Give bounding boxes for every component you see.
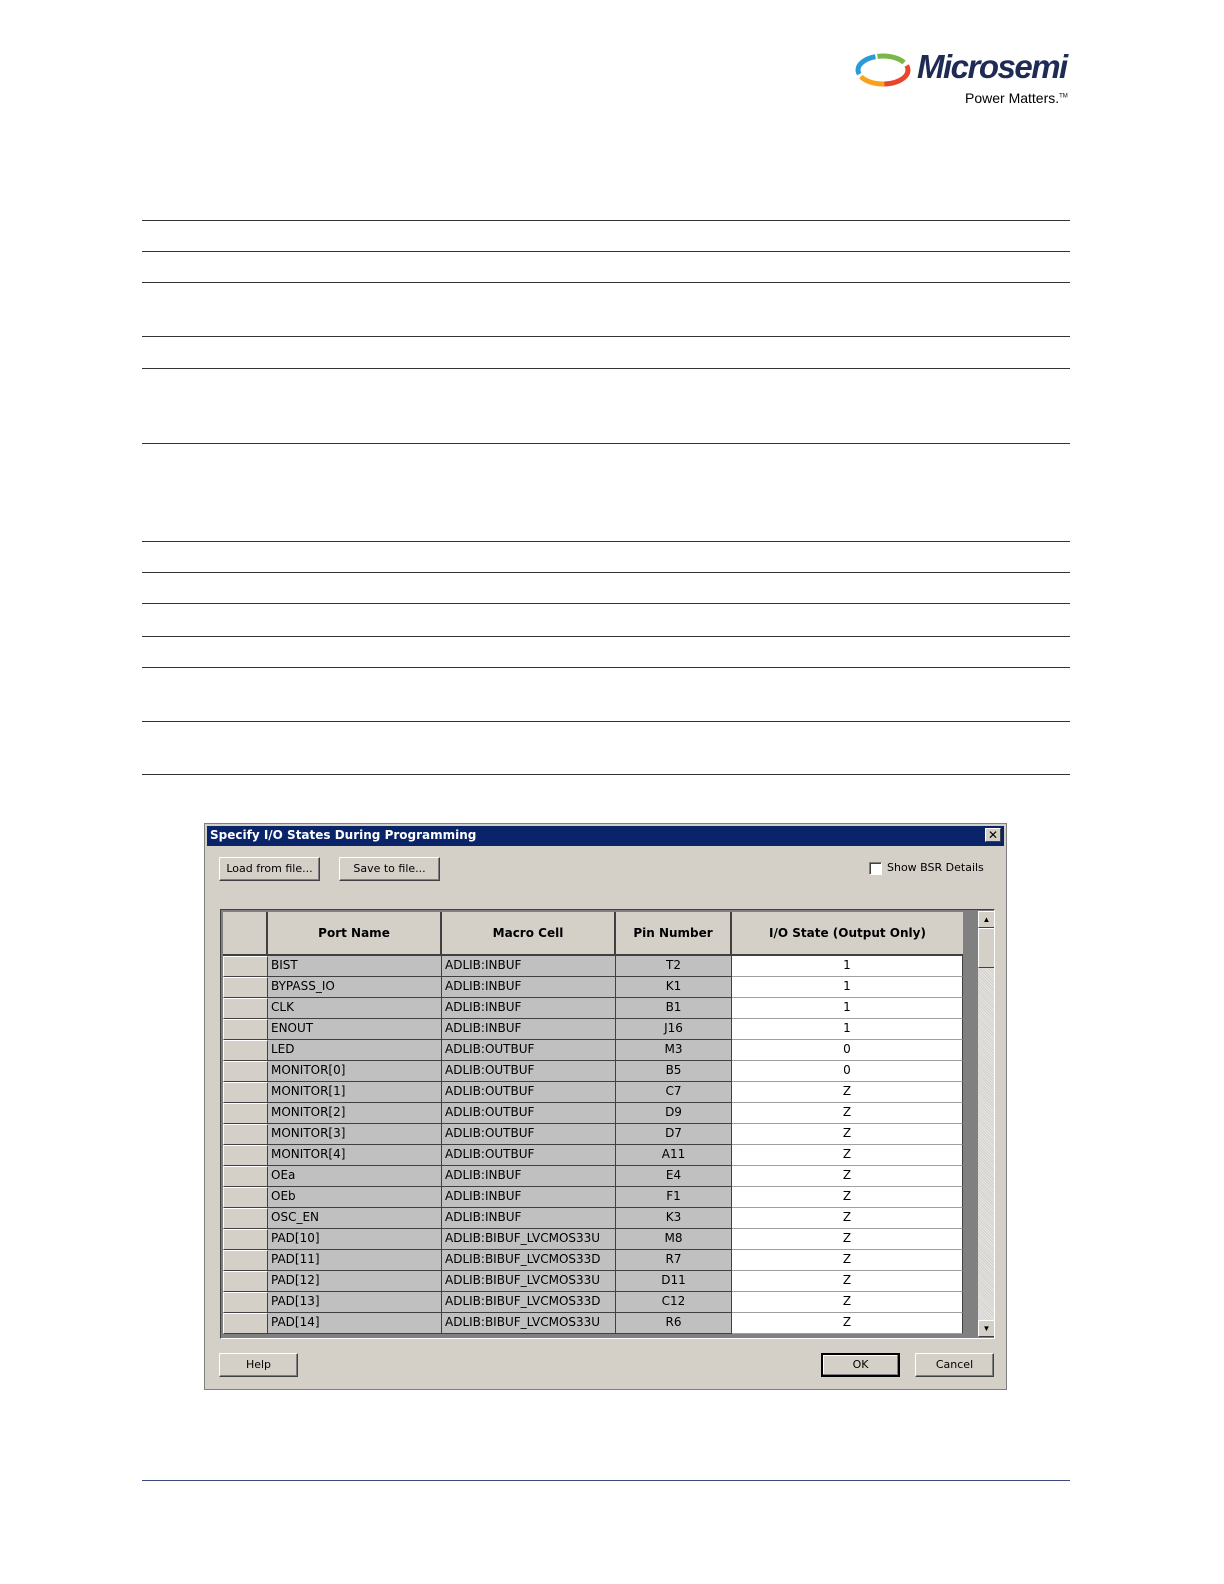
macro-cell-cell: ADLIB:OUTBUF bbox=[442, 1061, 616, 1082]
pin-number-cell: M3 bbox=[616, 1040, 732, 1061]
table-rule bbox=[142, 572, 1070, 573]
table-row[interactable] bbox=[223, 1019, 963, 1040]
row-selector[interactable] bbox=[223, 1271, 268, 1292]
table-rule bbox=[142, 282, 1070, 283]
io-state-cell[interactable]: 1 bbox=[732, 998, 963, 1019]
pin-number-cell: C7 bbox=[616, 1082, 732, 1103]
row-selector[interactable] bbox=[223, 1103, 268, 1124]
port-name-cell: MONITOR[2] bbox=[268, 1103, 442, 1124]
io-state-grid bbox=[220, 909, 995, 1339]
row-selector[interactable] bbox=[223, 1082, 268, 1103]
macro-cell-cell: ADLIB:BIBUF_LVCMOS33U bbox=[442, 1271, 616, 1292]
row-selector[interactable] bbox=[223, 1040, 268, 1061]
macro-cell-cell: ADLIB:OUTBUF bbox=[442, 1145, 616, 1166]
io-state-cell[interactable]: Z bbox=[732, 1229, 963, 1250]
table-rule bbox=[142, 636, 1070, 637]
scroll-up-arrow-icon[interactable]: ▲ bbox=[978, 911, 995, 928]
port-name-cell: OSC_EN bbox=[268, 1208, 442, 1229]
logo-tagline: Power Matters.™ bbox=[965, 90, 1068, 106]
row-selector[interactable] bbox=[223, 1124, 268, 1145]
port-name-cell: OEb bbox=[268, 1187, 442, 1208]
table-row[interactable] bbox=[223, 1061, 963, 1082]
io-state-cell[interactable]: Z bbox=[732, 1124, 963, 1145]
pin-number-cell: K3 bbox=[616, 1208, 732, 1229]
pin-number-cell: R6 bbox=[616, 1313, 732, 1334]
table-row[interactable] bbox=[223, 977, 963, 998]
show-bsr-checkbox[interactable] bbox=[869, 862, 882, 875]
row-selector[interactable] bbox=[223, 1166, 268, 1187]
port-name-cell: PAD[14] bbox=[268, 1313, 442, 1334]
port-name-cell: PAD[11] bbox=[268, 1250, 442, 1271]
column-header-port-name[interactable]: Port Name bbox=[268, 912, 442, 956]
row-selector[interactable] bbox=[223, 1208, 268, 1229]
pin-number-cell: E4 bbox=[616, 1166, 732, 1187]
row-selector[interactable] bbox=[223, 1187, 268, 1208]
port-name-cell: LED bbox=[268, 1040, 442, 1061]
table-row[interactable] bbox=[223, 1166, 963, 1187]
load-from-file-button[interactable]: Load from file... bbox=[219, 857, 320, 881]
row-selector[interactable] bbox=[223, 998, 268, 1019]
port-name-cell: MONITOR[1] bbox=[268, 1082, 442, 1103]
footer-rule bbox=[142, 1480, 1070, 1481]
table-rule bbox=[142, 336, 1070, 337]
table-row[interactable] bbox=[223, 1250, 963, 1271]
table-row[interactable] bbox=[223, 1082, 963, 1103]
io-state-cell[interactable]: Z bbox=[732, 1082, 963, 1103]
row-selector[interactable] bbox=[223, 1292, 268, 1313]
ok-button[interactable]: OK bbox=[821, 1353, 900, 1377]
row-selector[interactable] bbox=[223, 1145, 268, 1166]
table-rule bbox=[142, 603, 1070, 604]
macro-cell-cell: ADLIB:INBUF bbox=[442, 956, 616, 977]
row-selector[interactable] bbox=[223, 1313, 268, 1334]
io-state-cell[interactable]: Z bbox=[732, 1292, 963, 1313]
table-rule bbox=[142, 251, 1070, 252]
port-name-cell: MONITOR[4] bbox=[268, 1145, 442, 1166]
pin-number-cell: B1 bbox=[616, 998, 732, 1019]
table-row[interactable] bbox=[223, 1040, 963, 1061]
row-selector[interactable] bbox=[223, 1019, 268, 1040]
macro-cell-cell: ADLIB:OUTBUF bbox=[442, 1040, 616, 1061]
table-rule bbox=[142, 774, 1070, 775]
table-rule bbox=[142, 541, 1070, 542]
table-row[interactable] bbox=[223, 1208, 963, 1229]
row-header-corner[interactable] bbox=[223, 912, 268, 956]
logo-brand-text: Microsemi bbox=[917, 48, 1067, 85]
port-name-cell: BIST bbox=[268, 956, 442, 977]
table-rule bbox=[142, 721, 1070, 722]
macro-cell-cell: ADLIB:INBUF bbox=[442, 977, 616, 998]
io-state-cell[interactable]: Z bbox=[732, 1208, 963, 1229]
help-button[interactable]: Help bbox=[219, 1353, 298, 1377]
macro-cell-cell: ADLIB:BIBUF_LVCMOS33D bbox=[442, 1250, 616, 1271]
grid-scrollbar[interactable] bbox=[978, 911, 995, 1337]
port-name-cell: MONITOR[3] bbox=[268, 1124, 442, 1145]
macro-cell-cell: ADLIB:INBUF bbox=[442, 1019, 616, 1040]
macro-cell-cell: ADLIB:INBUF bbox=[442, 1187, 616, 1208]
scroll-down-arrow-icon[interactable]: ▼ bbox=[978, 1320, 995, 1337]
port-name-cell: PAD[12] bbox=[268, 1271, 442, 1292]
pin-number-cell: D7 bbox=[616, 1124, 732, 1145]
row-selector[interactable] bbox=[223, 1250, 268, 1271]
io-state-cell[interactable]: 0 bbox=[732, 1061, 963, 1082]
pin-number-cell: K1 bbox=[616, 977, 732, 998]
macro-cell-cell: ADLIB:INBUF bbox=[442, 998, 616, 1019]
save-to-file-button[interactable]: Save to file... bbox=[339, 857, 440, 881]
port-name-cell: BYPASS_IO bbox=[268, 977, 442, 998]
dialog-titlebar[interactable] bbox=[207, 826, 1004, 846]
row-selector[interactable] bbox=[223, 1061, 268, 1082]
pin-number-cell: J16 bbox=[616, 1019, 732, 1040]
table-row[interactable] bbox=[223, 1313, 963, 1334]
table-row[interactable] bbox=[223, 1187, 963, 1208]
io-state-cell[interactable]: 1 bbox=[732, 1019, 963, 1040]
io-state-cell[interactable]: Z bbox=[732, 1187, 963, 1208]
pin-number-cell: A11 bbox=[616, 1145, 732, 1166]
port-name-cell: PAD[10] bbox=[268, 1229, 442, 1250]
pin-number-cell: R7 bbox=[616, 1250, 732, 1271]
io-state-cell[interactable]: Z bbox=[732, 1271, 963, 1292]
io-state-cell[interactable]: Z bbox=[732, 1313, 963, 1334]
io-state-cell[interactable]: 1 bbox=[732, 977, 963, 998]
io-state-cell[interactable]: Z bbox=[732, 1250, 963, 1271]
io-state-cell[interactable]: 0 bbox=[732, 1040, 963, 1061]
table-row[interactable] bbox=[223, 1271, 963, 1292]
pin-number-cell: F1 bbox=[616, 1187, 732, 1208]
cancel-button[interactable]: Cancel bbox=[915, 1353, 994, 1377]
io-state-cell[interactable]: 1 bbox=[732, 956, 963, 977]
macro-cell-cell: ADLIB:OUTBUF bbox=[442, 1103, 616, 1124]
macro-cell-cell: ADLIB:OUTBUF bbox=[442, 1082, 616, 1103]
macro-cell-cell: ADLIB:BIBUF_LVCMOS33D bbox=[442, 1292, 616, 1313]
table-row[interactable] bbox=[223, 1145, 963, 1166]
row-selector[interactable] bbox=[223, 977, 268, 998]
macro-cell-cell: ADLIB:BIBUF_LVCMOS33U bbox=[442, 1313, 616, 1334]
microsemi-swirl-icon bbox=[855, 50, 915, 90]
table-rule bbox=[142, 220, 1070, 221]
macro-cell-cell: ADLIB:OUTBUF bbox=[442, 1124, 616, 1145]
column-header-io-state[interactable]: I/O State (Output Only) bbox=[732, 912, 963, 956]
scroll-thumb[interactable] bbox=[978, 928, 995, 968]
pin-number-cell: C12 bbox=[616, 1292, 732, 1313]
column-header-pin-number[interactable]: Pin Number bbox=[616, 912, 732, 956]
pin-number-cell: M8 bbox=[616, 1229, 732, 1250]
macro-cell-cell: ADLIB:INBUF bbox=[442, 1208, 616, 1229]
table-row[interactable] bbox=[223, 1292, 963, 1313]
pin-number-cell: B5 bbox=[616, 1061, 732, 1082]
macro-cell-cell: ADLIB:INBUF bbox=[442, 1166, 616, 1187]
macro-cell-cell: ADLIB:BIBUF_LVCMOS33U bbox=[442, 1229, 616, 1250]
table-row[interactable] bbox=[223, 998, 963, 1019]
port-name-cell: MONITOR[0] bbox=[268, 1061, 442, 1082]
pin-number-cell: D9 bbox=[616, 1103, 732, 1124]
port-name-cell: ENOUT bbox=[268, 1019, 442, 1040]
row-selector[interactable] bbox=[223, 956, 268, 977]
show-bsr-label: Show BSR Details bbox=[887, 861, 984, 874]
table-row[interactable] bbox=[223, 1124, 963, 1145]
io-states-dialog bbox=[204, 823, 1007, 1390]
pin-number-cell: T2 bbox=[616, 956, 732, 977]
table-rule bbox=[142, 667, 1070, 668]
io-state-cell[interactable]: Z bbox=[732, 1166, 963, 1187]
close-button[interactable]: ✕ bbox=[985, 828, 1001, 842]
column-header-macro-cell[interactable]: Macro Cell bbox=[442, 912, 616, 956]
table-rule bbox=[142, 443, 1070, 444]
microsemi-logo bbox=[855, 50, 1075, 110]
port-name-cell: OEa bbox=[268, 1166, 442, 1187]
row-selector[interactable] bbox=[223, 1229, 268, 1250]
io-state-cell[interactable]: Z bbox=[732, 1103, 963, 1124]
table-rule bbox=[142, 368, 1070, 369]
port-name-cell: PAD[13] bbox=[268, 1292, 442, 1313]
dialog-title: Specify I/O States During Programming bbox=[210, 828, 477, 842]
table-row[interactable] bbox=[223, 1229, 963, 1250]
table-row[interactable] bbox=[223, 956, 963, 977]
table-row[interactable] bbox=[223, 1103, 963, 1124]
port-name-cell: CLK bbox=[268, 998, 442, 1019]
io-state-cell[interactable]: Z bbox=[732, 1145, 963, 1166]
pin-number-cell: D11 bbox=[616, 1271, 732, 1292]
